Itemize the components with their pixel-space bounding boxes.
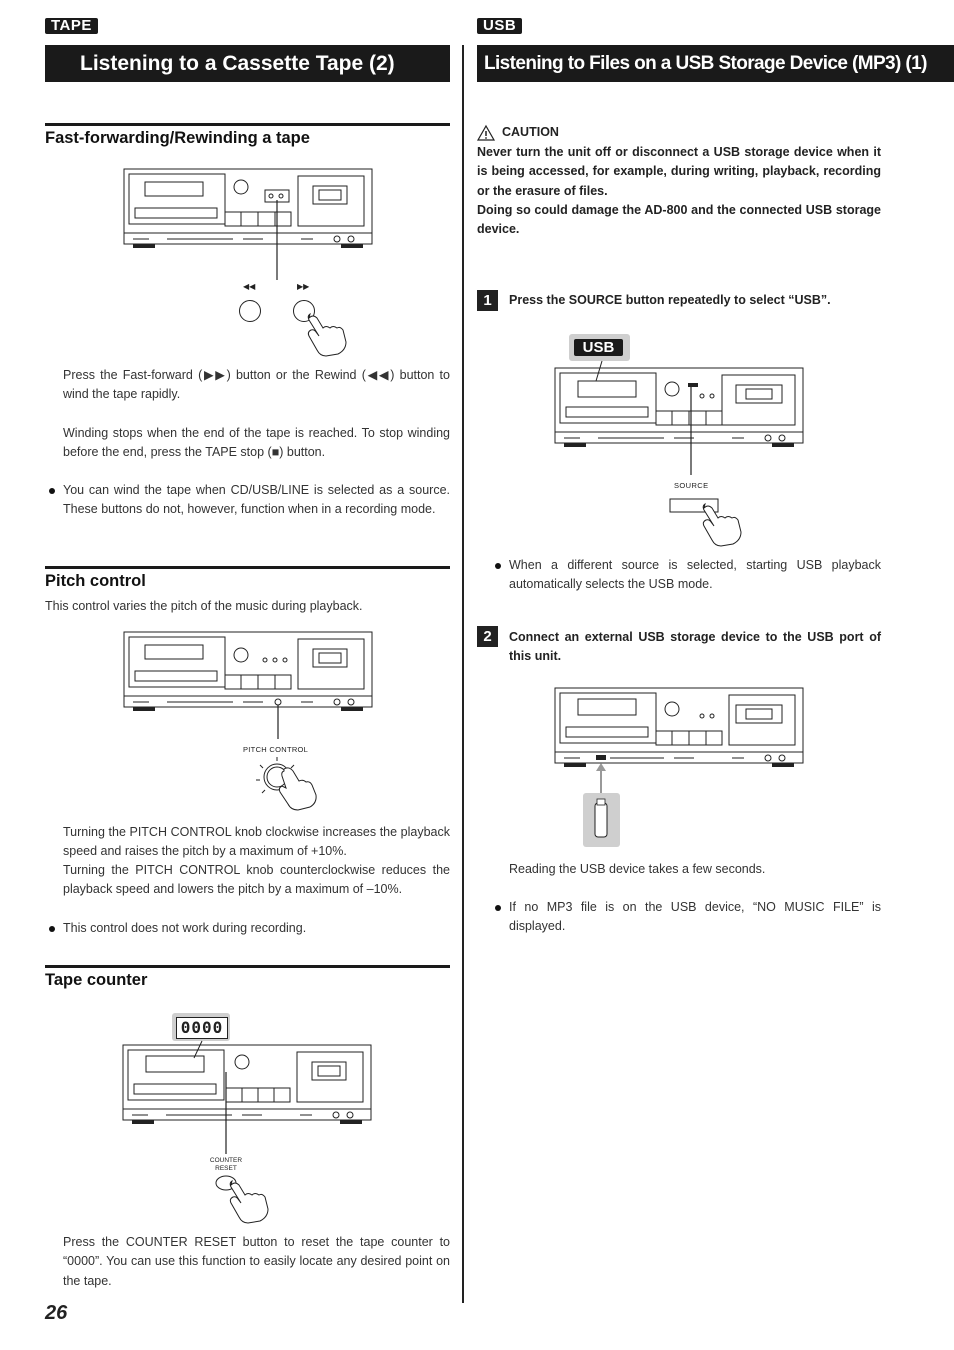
counter-reset-label-line1: COUNTER [209, 1157, 243, 1164]
pitch-control-label: PITCH CONTROL [243, 745, 309, 754]
step-2-number: 2 [477, 626, 498, 647]
rewind-symbol: ◀◀ [243, 282, 256, 291]
pitch-intro: This control varies the pitch of the music during playback. [45, 599, 363, 613]
ff-paragraph-2: Winding stops when the end of the tape is reached. To stop winding before the end, press the TAPE stop (■) button. [63, 426, 450, 460]
ff-bullet [63, 481, 450, 520]
section-rule [45, 965, 450, 968]
counter-paragraph: Press the COUNTER RESET button to reset the tape counter to “0000”. You can use this function to easily locate any desired point on the tape. [63, 1235, 450, 1288]
deck-illustration-pitch [123, 631, 373, 711]
section-rule [45, 123, 450, 126]
deck-illustration-ff [123, 168, 373, 248]
counter-display-callout [172, 1013, 230, 1041]
source-button-hand [668, 496, 753, 544]
rew-ff-buttons [235, 296, 355, 356]
ff-bullet-text: You can wind the tape when CD/USB/LINE is selected as a source. These buttons do not, however, function when in a recording mode. [63, 483, 450, 517]
page-title-usb [477, 45, 954, 82]
usb-display: USB [574, 339, 623, 356]
pitch-knob-hand [252, 755, 322, 810]
usb-display-callout [569, 334, 630, 361]
deck-illustration-usb-port [554, 687, 804, 767]
section-rule [45, 566, 450, 569]
step-1-bullet-text: When a different source is selected, starting USB playback automatically selects the USB mode. [509, 558, 881, 592]
page-title-tape [45, 45, 450, 82]
column-divider [462, 45, 464, 1303]
caution-text-1: Never turn the unit off or disconnect a USB storage device when it is being accessed, for example, during writing, playback, recording or the erasure of files. [477, 145, 881, 198]
page-number: 26 [45, 1302, 68, 1324]
bullet-dot [495, 905, 501, 911]
page-title-usb-text: Listening to Files on a USB Storage Device (MP3) (1) [484, 52, 927, 74]
bullet-dot [49, 926, 55, 932]
pitch-paragraph-2: Turning the PITCH CONTROL knob counterclockwise reduces the playback speed and lowers the pitch by a maximum of –10%. [63, 863, 450, 897]
pitch-bullet-text: This control does not work during recording. [63, 921, 307, 935]
usb-tag: USB [477, 18, 522, 34]
caution-label: CAUTION [502, 125, 559, 139]
counter-display: 0000 [176, 1017, 228, 1039]
step-2-bullet-text: If no MP3 file is on the USB device, “NO MUSIC FILE” is displayed. [509, 900, 881, 934]
counter-reset-label [205, 1157, 247, 1173]
usb-stick-icon [582, 763, 622, 849]
ff-paragraph-1: Press the Fast-forward (▶▶) button or the Rewind (◀◀) button to wind the tape rapidly. [63, 368, 450, 402]
pitch-bullet [63, 919, 450, 938]
step-2-paragraph: Reading the USB device takes a few seconds. [509, 862, 766, 876]
step-1-number: 1 [477, 290, 498, 311]
fast-forward-symbol: ▶▶ [297, 282, 310, 291]
step-1-bullet [509, 556, 881, 595]
heading-fast-forward: Fast-forwarding/Rewinding a tape [45, 129, 310, 147]
warning-triangle-icon [477, 125, 495, 141]
page-title-tape-text: Listening to a Cassette Tape (2) [80, 51, 395, 75]
tape-tag: TAPE [45, 18, 98, 34]
counter-reset-label-line2: RESET [215, 1165, 237, 1172]
caution-text-2: Doing so could damage the AD-800 and the connected USB storage device. [477, 203, 881, 237]
pitch-paragraph-1: Turning the PITCH CONTROL knob clockwise increases the playback speed and raises the pitch by a maximum of +10%. [63, 825, 450, 859]
counter-reset-button-hand [215, 1173, 280, 1223]
source-label: SOURCE [674, 481, 709, 490]
heading-pitch-control: Pitch control [45, 572, 146, 590]
heading-tape-counter: Tape counter [45, 971, 148, 989]
deck-illustration-counter [122, 1044, 372, 1124]
step-2-text: Connect an external USB storage device to the USB port of this unit. [509, 630, 881, 664]
bullet-dot [49, 488, 55, 494]
step-1-text: Press the SOURCE button repeatedly to select “USB”. [509, 293, 831, 307]
bullet-dot [495, 563, 501, 569]
deck-illustration-source [554, 367, 804, 447]
step-2-bullet [509, 898, 881, 937]
